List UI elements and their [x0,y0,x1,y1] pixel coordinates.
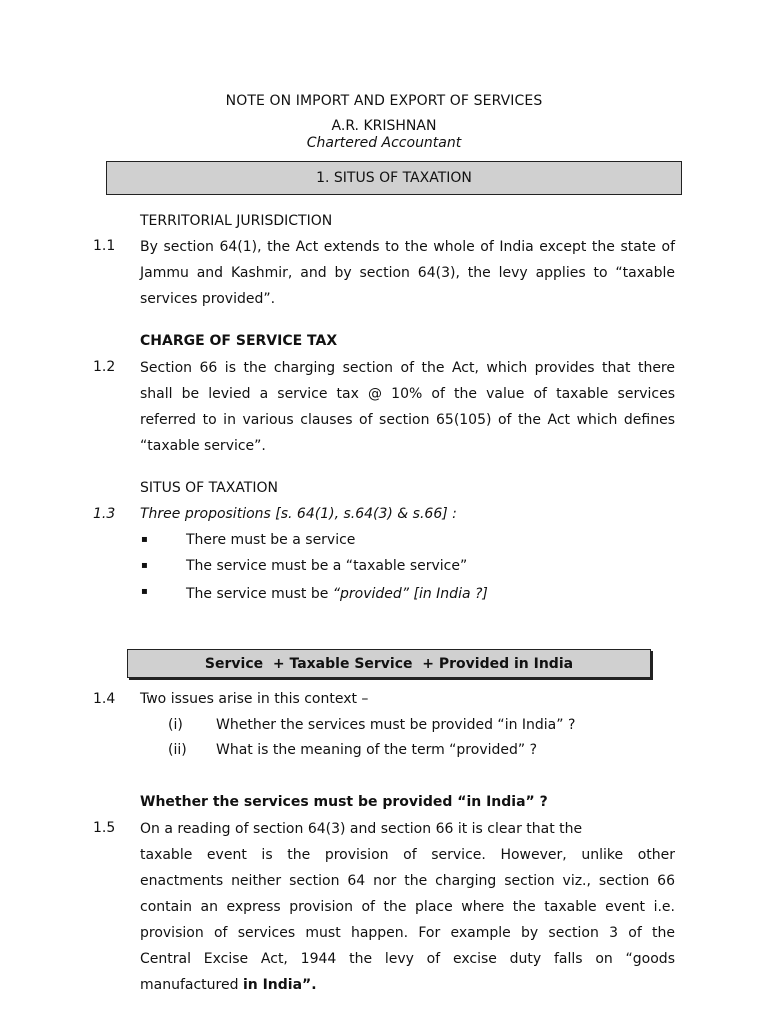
bullet-icon: ▪ [141,586,148,597]
para-line: provision of services must happen. For example by section 3 of the [140,925,675,941]
heading-situs-of-taxation: SITUS OF TAXATION [140,480,278,496]
bullet-icon: ▪ [141,560,148,571]
para-line [140,972,675,998]
para-line: By section 64(1), the Act extends to the whole of India except the state of [140,239,675,255]
para-line: shall be levied a service tax @ 10% of the value of taxable services [140,386,675,402]
sub-item-text: Whether the services must be provided “in India” ? [216,717,576,733]
para-number-1-3: 1.3 [93,506,116,522]
sub-item-number: (ii) [168,742,187,758]
para-line: taxable event is the provision of service. However, unlike other [140,847,675,863]
bullet-item: There must be a service [186,532,356,548]
para-line: enactments neither section 64 nor the charging section viz., section 66 [140,873,675,889]
para-line: services provided”. [140,291,276,307]
bullet-icon: ▪ [141,534,148,545]
author-name: A.R. KRISHNAN [331,118,437,134]
para-line: “taxable service”. [140,438,266,454]
author-role: Chartered Accountant [306,135,462,151]
para-1-2 [140,355,675,459]
para-line: contain an express provision of the place where the taxable event i.e. [140,899,675,915]
para-number-1-5: 1.5 [93,820,116,836]
bullet-item [186,586,488,602]
para-line-bold: in India”. [242,977,317,993]
para-1-1 [140,234,675,312]
para-line: referred to in various clauses of section 65(105) of the Act which defines [140,412,675,428]
para-line-prefix: manufactured [140,977,243,993]
para-line: Jammu and Kashmir, and by section 64(3), the levy applies to “taxable [140,265,675,281]
para-line: On a reading of section 64(3) and section 66 it is clear that the [140,821,583,837]
sub-item-number: (i) [168,717,183,733]
sub-item-text: What is the meaning of the term “provided” ? [216,742,538,758]
document-title: NOTE ON IMPORT AND EXPORT OF SERVICES [225,93,543,109]
heading-provided-in-india: Whether the services must be provided “in India” ? [140,794,548,810]
para-1-3-text: Three propositions [s. 64(1), s.64(3) & s.66] : [140,506,457,522]
bullet-item-italic: “provided” [in India ?] [332,586,488,602]
heading-territorial-jurisdiction: TERRITORIAL JURISDICTION [140,213,333,229]
bullet-item: The service must be a “taxable service” [186,558,468,574]
heading-charge-of-service-tax: CHARGE OF SERVICE TAX [140,333,338,349]
para-number-1-4: 1.4 [93,691,116,707]
para-line: Central Excise Act, 1944 the levy of excise duty falls on “goods [140,951,675,967]
para-1-5 [140,816,675,998]
formula-box [127,649,651,678]
para-1-4-text: Two issues arise in this context – [140,691,369,707]
section-title: 1. SITUS OF TAXATION [316,170,472,186]
formula-text: Service + Taxable Service + Provided in India [204,655,574,672]
para-number-1-2: 1.2 [93,359,116,375]
section-title-box [106,161,682,195]
bullet-item-prefix: The service must be [186,586,333,602]
para-number-1-1: 1.1 [93,238,116,254]
para-line: Section 66 is the charging section of the Act, which provides that there [140,360,675,376]
